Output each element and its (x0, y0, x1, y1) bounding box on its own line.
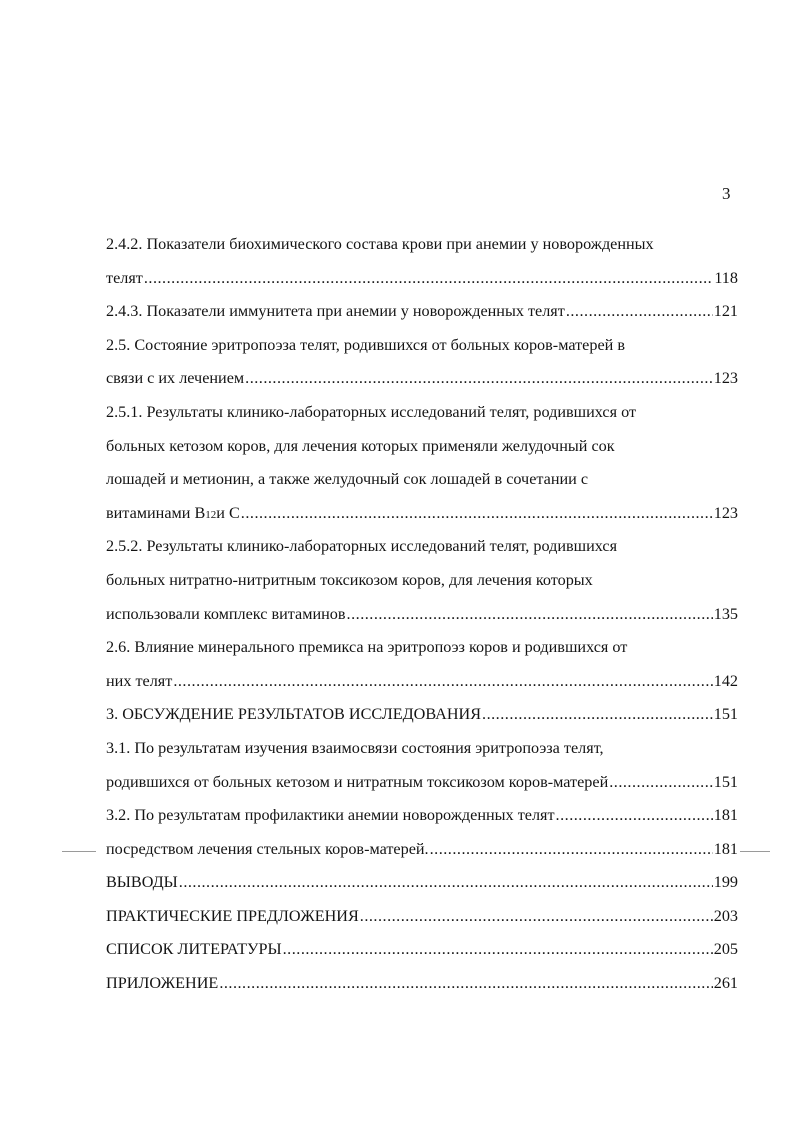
toc-line (106, 598, 738, 632)
toc-line-text: связи с их лечением (106, 369, 245, 388)
scan-artifact-line (740, 851, 770, 852)
toc-page-number: 121 (713, 302, 738, 321)
toc-entry (106, 799, 738, 833)
toc-line-text: 3.1. По результатам изучения взаимосвязи состояния эритропоэза телят, (106, 738, 604, 757)
toc-page-number: 205 (713, 940, 738, 959)
page-number: 3 (722, 184, 731, 203)
dot-leader (219, 967, 712, 1001)
toc-line (106, 631, 738, 665)
dot-leader (241, 497, 713, 531)
toc-entry (106, 900, 738, 934)
toc-line (106, 766, 738, 800)
toc-line-text: больных кетозом коров, для лечения которых применяли желудочный сок (106, 436, 615, 455)
dot-leader (144, 262, 713, 296)
toc-line (106, 362, 738, 396)
toc-entry (106, 228, 738, 295)
toc-page-number: 203 (713, 906, 738, 925)
toc-line-text: ВЫВОДЫ (106, 873, 178, 892)
toc-entry (106, 833, 738, 867)
toc-page-number: 151 (713, 772, 738, 791)
toc-entry (106, 732, 738, 799)
toc-page-number: 142 (713, 671, 738, 690)
toc-line (106, 900, 738, 934)
toc-line-text: посредством лечения стельных коров-матерей. (106, 839, 429, 858)
dot-leader (556, 799, 713, 833)
toc-page-number: 181 (713, 806, 738, 825)
toc-line (106, 228, 738, 262)
toc-line-text: ПРИЛОЖЕНИЕ (106, 974, 219, 993)
toc-line-text: больных нитратно-нитритным токсикозом коров, для лечения которых (106, 570, 593, 589)
toc-line-text: лошадей и метионин, а также желудочный сок лошадей в сочетании с (106, 470, 589, 489)
toc-line-text: них телят (106, 671, 173, 690)
toc-line (106, 530, 738, 564)
scan-artifact-line (62, 851, 96, 852)
toc-line (106, 967, 738, 1001)
toc-page-number: 123 (713, 369, 738, 388)
dot-leader (283, 933, 713, 967)
dot-leader (482, 698, 713, 732)
toc-entry (106, 329, 738, 396)
toc-page-number: 123 (713, 503, 738, 522)
toc-entry (106, 967, 738, 1001)
dot-leader (179, 866, 713, 900)
toc-line (106, 833, 738, 867)
toc-line (106, 430, 738, 464)
dot-leader (173, 665, 712, 699)
toc-entry (106, 295, 738, 329)
toc-line-text: 2.5. Состояние эритропоэза телят, родившихся от больных коров-матерей в (106, 335, 625, 354)
toc-line (106, 665, 738, 699)
toc-entry (106, 530, 738, 631)
toc-page-number: 118 (714, 268, 738, 287)
toc-line-text: 2.5.1. Результаты клинико-лабораторных исследований телят, родившихся от (106, 402, 637, 421)
toc-line-text-after: и С (216, 503, 240, 522)
toc-page-number: 261 (713, 974, 738, 993)
toc-line-text: 3. ОБСУЖДЕНИЕ РЕЗУЛЬТАТОВ ИССЛЕДОВАНИЯ (106, 705, 482, 724)
dot-leader (430, 833, 713, 867)
toc-page-number: 181 (713, 839, 738, 858)
toc-line-text: 3.2. По результатам профилактики анемии новорожденных телят (106, 806, 555, 825)
toc-line-text: ПРАКТИЧЕСКИЕ ПРЕДЛОЖЕНИЯ (106, 906, 359, 925)
toc-line (106, 564, 738, 598)
dot-leader (360, 900, 713, 934)
toc-line (106, 866, 738, 900)
toc-line (106, 497, 738, 531)
toc-line (106, 799, 738, 833)
toc-entry (106, 396, 738, 530)
toc-line-text: СПИСОК ЛИТЕРАТУРЫ (106, 940, 282, 959)
toc-line (106, 463, 738, 497)
toc-entry (106, 866, 738, 900)
toc-entry (106, 698, 738, 732)
toc-line-text: телят (106, 268, 143, 287)
toc-line-text: 2.6. Влияние минерального премикса на эритропоэз коров и родившихся от (106, 638, 628, 657)
dot-leader (245, 362, 713, 396)
toc-line (106, 732, 738, 766)
dot-leader (566, 295, 713, 329)
toc-line (106, 698, 738, 732)
toc-page-number: 135 (713, 604, 738, 623)
toc-line (106, 933, 738, 967)
table-of-contents (106, 228, 738, 1001)
toc-page-number: 151 (713, 705, 738, 724)
toc-line (106, 295, 738, 329)
toc-line (106, 262, 738, 296)
dot-leader (609, 766, 712, 800)
toc-entry (106, 631, 738, 698)
subscript: 12 (205, 508, 217, 521)
toc-line-text: витаминами В (106, 503, 206, 522)
toc-line-text: родившихся от больных кетозом и нитратным токсикозом коров-матерей (106, 772, 609, 791)
toc-line-text: 2.4.2. Показатели биохимического состава крови при анемии у новорожденных (106, 235, 654, 253)
toc-line (106, 329, 738, 363)
toc-page-number: 199 (713, 873, 738, 892)
toc-entry (106, 933, 738, 967)
toc-line (106, 396, 738, 430)
toc-line-text: 2.5.2. Результаты клинико-лабораторных исследований телят, родившихся (106, 537, 618, 556)
toc-line-text: использовали комплекс витаминов (106, 604, 346, 623)
toc-line-text: 2.4.3. Показатели иммунитета при анемии у новорожденных телят (106, 302, 565, 321)
dot-leader (347, 598, 713, 632)
